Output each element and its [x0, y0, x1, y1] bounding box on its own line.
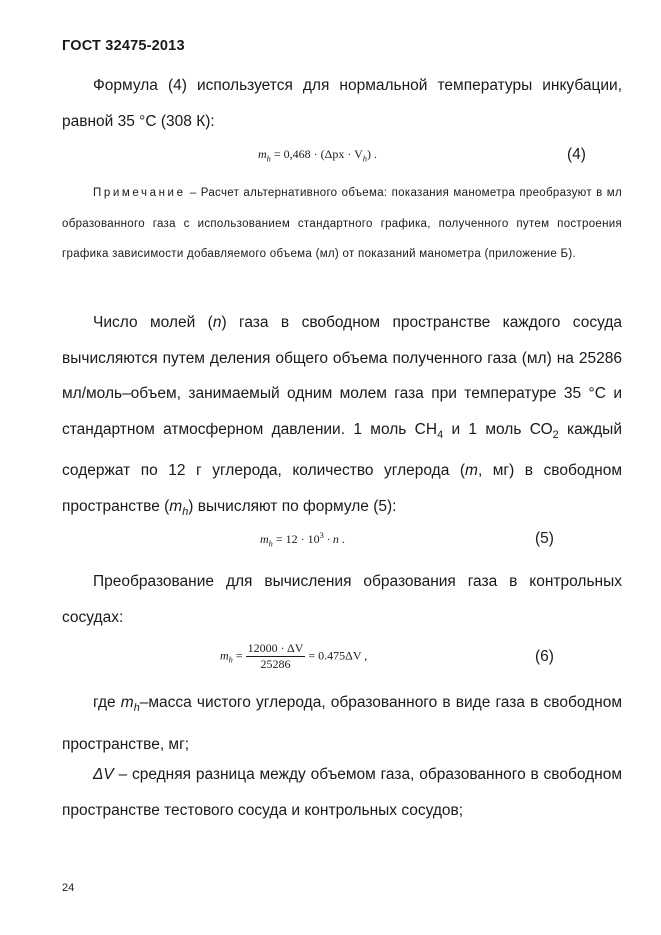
formula-6-fraction: $\frac{12000 \cdot \Delta V}{25286}$	[247, 641, 304, 671]
formula-6: $m_h$ = $\frac{12000 \cdot \Delta V}{25286}$ = 0.475ΔV ,	[220, 641, 368, 671]
paragraph-formula4-intro: Формула (4) используется для нормальной температуры инкубации, равной 35 °С (308 К):	[62, 77, 622, 130]
formula-4: $m_h = 0,468 \cdot (\Delta px \cdot V_h)$ .	[258, 147, 377, 164]
note-lead: Примечание	[93, 187, 186, 199]
page-number: 24	[62, 882, 75, 894]
paragraph-conversion: Преобразование для вычисления образования газа в контрольных сосудах:	[62, 573, 622, 626]
note-paragraph	[62, 178, 622, 270]
formula-5: $m_h = 12 \cdot 10^3 \cdot n$ .	[260, 531, 345, 549]
paragraph-moles: Число молей (n) газа в свободном пространстве каждого сосуда вычисляются путем деления общего объема полученного газа (мл) на 25286 мл/моль–объем, занимаемый одним молем газа при температуре 35 °С и стандартном атмосферном давлении. 1 моль $СН_4$ и 1 моль $СО_2$ каждый содержат по 12 г углерода, количество углерода (m, мг) в свободном пространстве $(m_h)$ вычисляют по формуле (5):	[62, 314, 622, 518]
formula-5-number: (5)	[535, 530, 554, 547]
document-header: ГОСТ 32475-2013	[62, 38, 185, 54]
formula-6-number: (6)	[535, 648, 554, 665]
note-body: – Расчет альтернативного объема: показания манометра преобразуют в мл образованного газа с использованием стандартного графика, полученного путем построения графика зависимости добавляемого объема (мл) от показаний манометра (приложение Б).	[62, 187, 622, 260]
paragraph-definition-mh: где $m_h$–масса чистого углерода, образованного в виде газа в свободном пространстве, мг;	[62, 694, 622, 753]
paragraph-definition-dv: ΔV – средняя разница между объемом газа, образованного в свободном пространстве тестового сосуда и контрольных сосудов;	[62, 766, 622, 819]
formula-4-number: (4)	[567, 146, 586, 163]
